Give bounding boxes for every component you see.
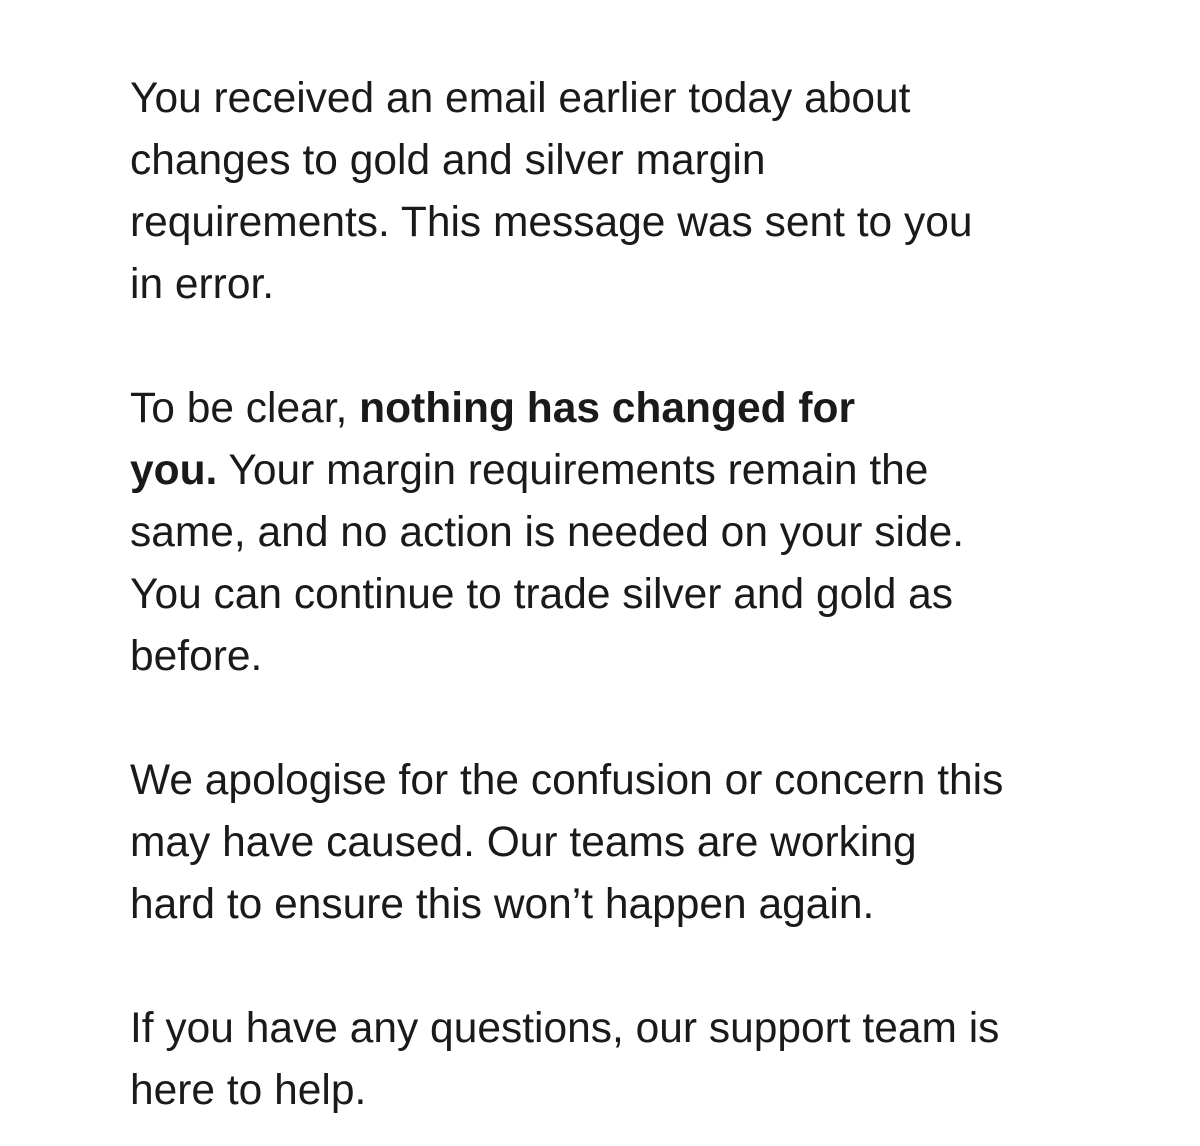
apology-paragraph	[130, 750, 1120, 936]
clarification-line: You can continue to trade silver and gold as	[130, 571, 954, 618]
message-body	[130, 68, 1120, 1122]
support-line: here to help.	[130, 1067, 367, 1114]
error-notice-paragraph	[130, 68, 1120, 316]
support-line: If you have any questions, our support team is	[130, 1005, 1000, 1052]
clarification-line: before.	[130, 633, 263, 680]
clarification-emphasis: nothing has changed for	[359, 385, 855, 432]
apology-line: may have caused. Our teams are working	[130, 819, 917, 866]
clarification-intro: To be clear,	[130, 385, 360, 432]
error-notice-line: You received an email earlier today about	[130, 75, 911, 122]
error-notice-line: in error.	[130, 261, 275, 308]
apology-line: We apologise for the confusion or concern this	[130, 757, 1004, 804]
error-notice-line: changes to gold and silver margin	[130, 137, 766, 184]
clarification-line: same, and no action is needed on your side.	[130, 509, 965, 556]
support-paragraph	[130, 998, 1120, 1122]
clarification-paragraph	[130, 378, 1120, 688]
error-notice-line: requirements. This message was sent to you	[130, 199, 973, 246]
apology-line: hard to ensure this won’t happen again.	[130, 881, 875, 928]
clarification-line: Your margin requirements remain the	[217, 447, 929, 494]
clarification-emphasis: you.	[130, 447, 218, 494]
